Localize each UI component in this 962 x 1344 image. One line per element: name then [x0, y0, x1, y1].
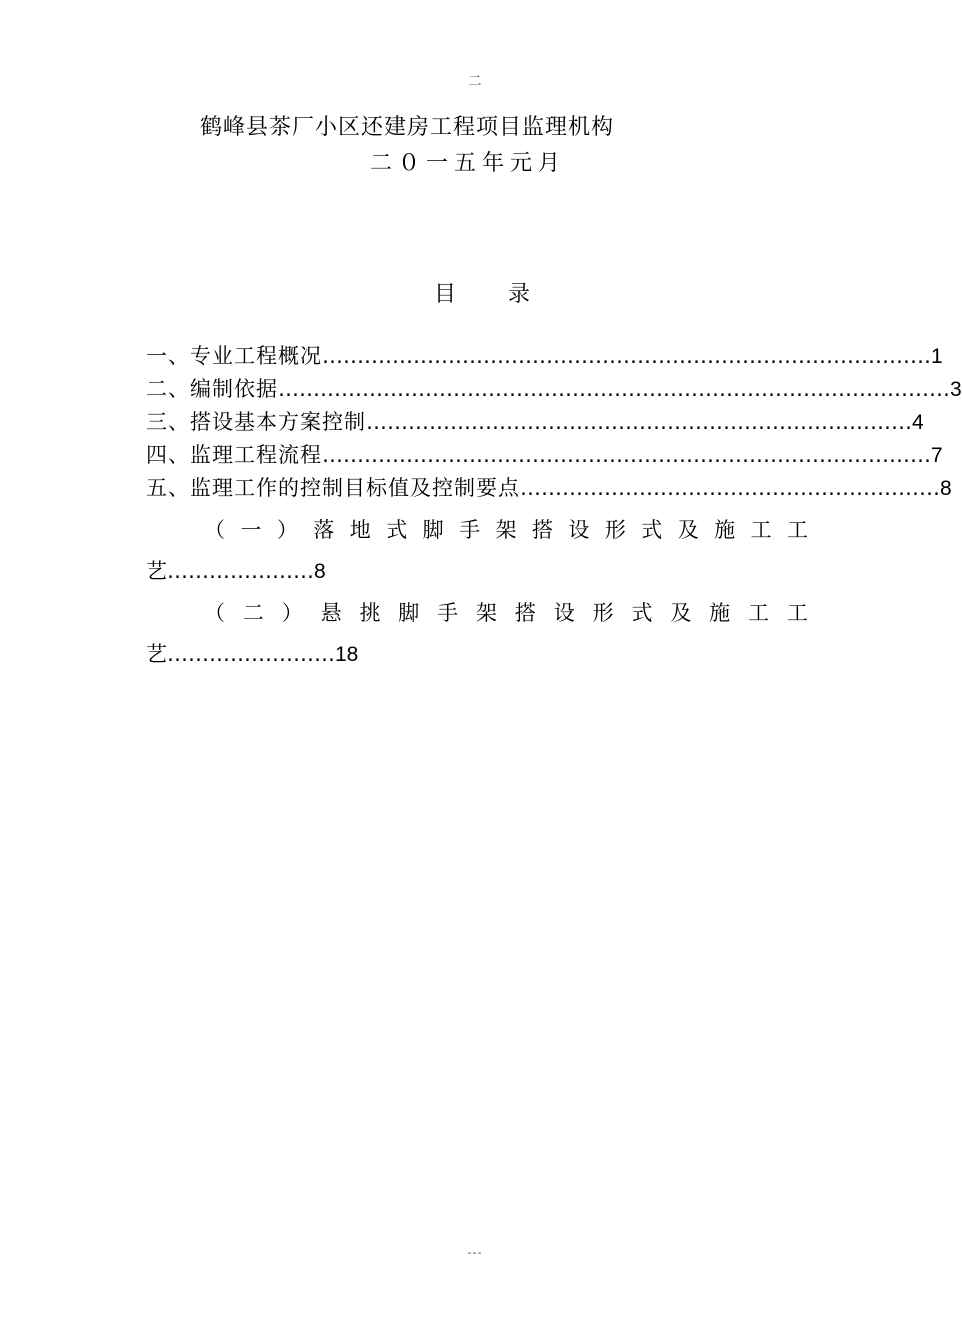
toc-leader-dots: …………………………………………………………………………………… — [278, 377, 950, 401]
toc-entry-page: 7 — [931, 444, 943, 467]
toc-entry[interactable] — [146, 407, 924, 437]
toc-leader-dots: …………………… — [167, 642, 335, 666]
toc-char: 形 — [592, 601, 614, 625]
toc-char: 设 — [568, 518, 590, 542]
toc-char: 及 — [670, 601, 692, 625]
toc-char: 工 — [750, 518, 772, 542]
toc-char: 悬 — [320, 601, 342, 625]
toc-char: 式 — [631, 601, 653, 625]
toc-entry-label: 二、编制依据 — [146, 377, 278, 401]
toc-char: 挑 — [359, 601, 381, 625]
toc-char: 手 — [459, 518, 481, 542]
toc-subentry-line[interactable] — [204, 598, 808, 628]
toc-char: 二 — [242, 601, 264, 625]
toc-char: 脚 — [422, 518, 444, 542]
toc-entry-page: 4 — [912, 411, 924, 434]
toc-char: 地 — [349, 518, 371, 542]
toc-char: 及 — [677, 518, 699, 542]
toc-subentry-tail: 艺 — [146, 642, 167, 666]
header-mark: 二 — [468, 74, 482, 89]
toc-char: 架 — [476, 601, 498, 625]
toc-char: 工 — [748, 601, 770, 625]
toc-char: 设 — [553, 601, 575, 625]
toc-char: （ — [204, 518, 225, 542]
toc-subentry-continuation[interactable] — [146, 639, 358, 669]
toc-char: 形 — [604, 518, 626, 542]
toc-char: 工 — [787, 518, 808, 542]
toc-char: 式 — [641, 518, 663, 542]
toc-leader-dots: …………………………………………………………………… — [366, 410, 912, 434]
toc-subentry-tail: 艺 — [146, 559, 167, 583]
toc-leader-dots: …………………………………………………………………………… — [322, 443, 931, 467]
toc-char: 施 — [714, 518, 736, 542]
toc-char: 脚 — [398, 601, 420, 625]
toc-subentry-line[interactable] — [204, 515, 808, 545]
toc-entry[interactable] — [146, 440, 943, 470]
toc-entry-page: 18 — [335, 643, 359, 666]
toc-char: 手 — [437, 601, 459, 625]
toc-entry-label: 一、专业工程概况 — [146, 344, 322, 368]
toc-entry-page: 8 — [940, 477, 952, 500]
toc-entry-page: 3 — [950, 378, 962, 401]
toc-char: 落 — [313, 518, 335, 542]
toc-char: 搭 — [514, 601, 536, 625]
document-date: 二０一五年元月 — [370, 151, 567, 176]
toc-subentry-continuation[interactable] — [146, 556, 326, 586]
toc-char: （ — [204, 601, 225, 625]
toc-entry-label: 四、监理工程流程 — [146, 443, 322, 467]
toc-leader-dots: ………………… — [167, 559, 314, 583]
toc-char: ） — [281, 601, 303, 625]
toc-leader-dots: …………………………………………………………………………… — [322, 344, 931, 368]
toc-char: 工 — [786, 601, 808, 625]
footer-mark: --- — [467, 1246, 483, 1259]
toc-entry-label: 五、监理工作的控制目标值及控制要点 — [146, 476, 520, 500]
toc-char: 架 — [495, 518, 517, 542]
toc-entry-page: 1 — [931, 345, 943, 368]
toc-entry[interactable] — [146, 473, 952, 503]
toc-char: 搭 — [531, 518, 553, 542]
toc-entry[interactable] — [146, 341, 943, 371]
toc-char: 式 — [386, 518, 408, 542]
toc-char: 一 — [240, 518, 262, 542]
toc-entry[interactable] — [146, 374, 962, 404]
organization-name: 鹤峰县茶厂小区还建房工程项目监理机构 — [200, 115, 615, 140]
toc-title: 目录 — [434, 282, 583, 307]
toc-entry-page: 8 — [314, 560, 326, 583]
toc-char: ） — [276, 518, 298, 542]
toc-char: 施 — [709, 601, 731, 625]
toc-leader-dots: …………………………………………………… — [520, 476, 940, 500]
toc-entry-label: 三、搭设基本方案控制 — [146, 410, 366, 434]
